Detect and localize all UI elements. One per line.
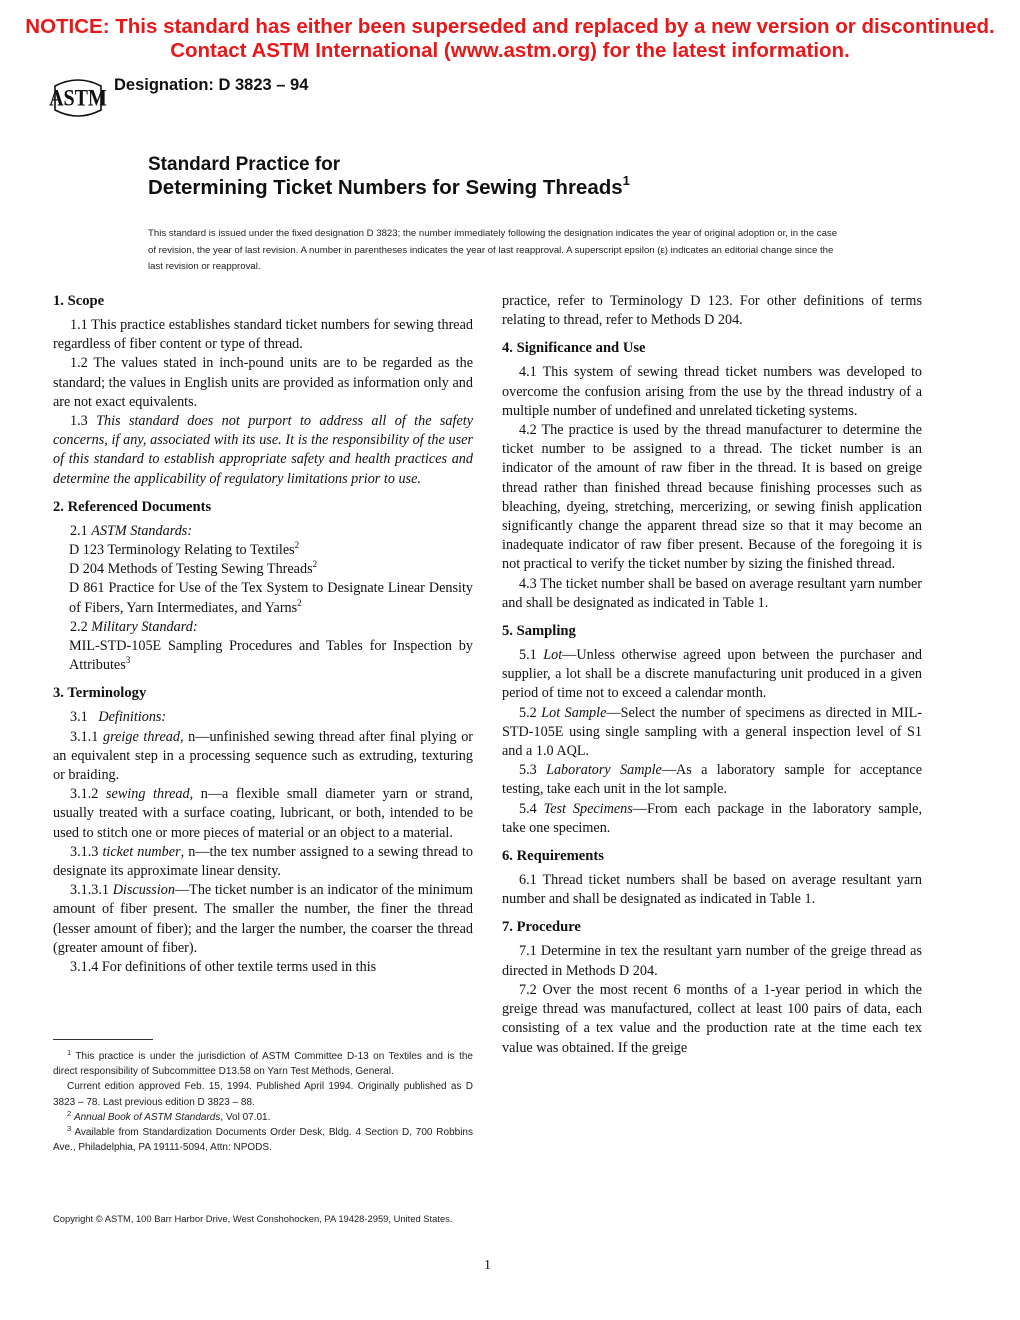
paragraph-3-1-2: 3.1.2 sewing thread, n—a flexible small diameter yarn or strand, usually treated with a surface coating, lubricant, or both, intended to be used to stitch one or more pieces of material or an object to a material.	[53, 786, 473, 841]
left-column	[53, 292, 473, 977]
ref-mil-std-105e[interactable]: MIL-STD-105E Sampling Procedures and Tables for Inspection by Attributes$^3$	[69, 638, 473, 674]
notice-line-1: NOTICE: This standard has either been superseded and replaced by a new version or discontinued.	[25, 15, 995, 38]
paragraph-1-3: 1.3 This standard does not purport to address all of the safety concerns, if any, associated with its use. It is the responsibility of the user of this standard to establish appropriate safety and health practices and determine the applicability of regulatory limitations prior to use.	[53, 413, 473, 487]
section-heading-significance: 4. Significance and Use	[502, 340, 646, 357]
paragraph-5-3: 5.3 Laboratory Sample—As a laboratory sample for acceptance testing, take each unit in the lot sample.	[502, 762, 923, 798]
paragraph-3-1-4-continued: practice, refer to Terminology D 123. For other definitions of terms relating to thread, refer to Methods D 204.	[502, 293, 922, 329]
paragraph-5-2: 5.2 Lot Sample—Select the number of specimens as directed in MIL-STD-105E using single sampling with a general inspection level of S1 and a 1.0 AQL.	[502, 704, 922, 760]
section-heading-scope: 1. Scope	[53, 293, 105, 309]
paragraph-4-2: 4.2 The practice is used by the thread manufacturer to determine the ticket number to be assigned to a thread. The ticket number is an indicator of the amount of raw fiber in the thread. It is based on greige thread rather than finished thread because finishing processes such as bleaching, dyeing, stretching, mercerizing, or sewing finish application significantly change the apparent thread size so that it may become an inadequate indicator of raw fiber present. Because of the foregoing it is not practical to verify the ticket number by sizing the finished thread.	[502, 422, 922, 573]
paragraph-7-1: 7.1 Determine in tex the resultant yarn number of the greige thread as directed in Methods D 204.	[502, 943, 922, 979]
paragraph-3-1: 3.1 Definitions:	[70, 709, 167, 726]
section-heading-referenced-documents: 2. Referenced Documents	[53, 498, 212, 515]
paragraph-7-2: 7.2 Over the most recent 6 months of a 1-year period in which the greige thread was manufactured, collect at least 100 pairs of data, each consisting of a tex value and the production rate at the time each tex value was obtained. If the greige	[502, 981, 922, 1056]
paragraph-2-2: 2.2 Military Standard:	[70, 618, 198, 635]
paragraph-4-3: 4.3 The ticket number shall be based on average resultant yarn number and shall be designated as indicated in Table 1.	[502, 575, 922, 611]
notice-line-2: Contact ASTM International (www.astm.org) for the latest information.	[170, 39, 850, 62]
issue-note: This standard is issued under the fixed designation D 3823; the number immediately following the designation indicates the year of original adoption or, in the case of revision, the year of last revision. A number in parentheses indicates the year of last reapproval. A superscript epsilon (ε) indicates an editorial change since the last revision or reapproval.	[148, 228, 838, 272]
ref-d861[interactable]: D 861 Practice for Use of the Tex System to Designate Linear Density of Fibers, Yarn Intermediates, and Yarns$^2$	[69, 580, 473, 616]
ref-d204[interactable]: D 204 Methods of Testing Sewing Threads$^2$	[69, 559, 318, 578]
section-heading-requirements: 6. Requirements	[502, 848, 604, 865]
paragraph-2-1: 2.1 ASTM Standards:	[70, 522, 193, 539]
ref-d123[interactable]: D 123 Terminology Relating to Textiles$^2$	[69, 540, 300, 559]
footnote-2: $^2$ Annual Book of ASTM Standards, Vol 07.01.	[67, 1108, 271, 1123]
svg-text:ASTM: ASTM	[49, 85, 107, 112]
right-column	[502, 292, 922, 1058]
paragraph-3-1-4: 3.1.4 For definitions of other textile terms used in this	[70, 959, 377, 976]
paragraph-5-4: 5.4 Test Specimens—From each package in the laboratory sample, take one specimen.	[502, 800, 922, 836]
paragraph-1-2: 1.2 The values stated in inch-pound units are to be regarded as the standard; the values in English units are provided as information only and are not exact equivalents.	[53, 355, 473, 410]
title-footnote-ref[interactable]: 1	[622, 173, 630, 188]
footnote-divider	[53, 1039, 153, 1040]
footnotes	[53, 1049, 473, 1155]
title-prefix: Standard Practice for	[148, 154, 341, 175]
footnote-3: $^3$ Available from Standardization Documents Order Desk, Bldg. 4 Section D, 700 Robbins Ave., Philadelphia, PA 19111-5094, Attn: NPODS.	[53, 1124, 473, 1154]
section-heading-procedure: 7. Procedure	[502, 919, 581, 936]
paragraph-3-1-1: 3.1.1 greige thread, n—unfinished sewing thread after final plying or an equivalent step in a processing sequence such as extruding, texturing or braiding.	[53, 728, 474, 784]
paragraph-3-1-3-1: 3.1.3.1 Discussion—The ticket number is an indicator of the minimum amount of fiber present. The smaller the number, the finer the thread (lesser amount of fiber); and the larger the number, the coarser the thread (greater amount of fiber).	[53, 882, 473, 956]
paragraph-3-1-3: 3.1.3 ticket number, n—the tex number assigned to a sewing thread to designate its approximate linear density.	[53, 843, 473, 880]
paragraph-6-1: 6.1 Thread ticket numbers shall be based on average resultant yarn number and shall be designated as indicated in Table 1.	[502, 872, 922, 908]
paragraph-5-1: 5.1 Lot—Unless otherwise agreed upon between the purchaser and supplier, a lot shall be a discrete manufacturing unit produced in a given period of time not to exceed a calendar month.	[502, 647, 923, 702]
astm-logo-icon	[49, 77, 107, 119]
section-heading-terminology: 3. Terminology	[53, 685, 147, 702]
designation: Designation: D 3823 – 94	[114, 76, 309, 94]
paragraph-1-1: 1.1 This practice establishes standard ticket numbers for sewing thread regardless of fiber content or type of thread.	[53, 317, 473, 353]
page-title: Determining Ticket Numbers for Sewing Threads$^1$	[148, 173, 630, 199]
footnote-1: $^1$ This practice is under the jurisdiction of ASTM Committee D-13 on Textiles and is the direct responsibility of Subcommittee D13.58 on Yarn Test Methods, General.	[53, 1048, 473, 1078]
section-heading-sampling: 5. Sampling	[502, 623, 576, 640]
copyright: Copyright © ASTM, 100 Barr Harbor Drive, West Conshohocken, PA 19428-2959, United States.	[53, 1213, 453, 1224]
footnote-1b: Current edition approved Feb. 15, 1994. Published April 1994. Originally published as D 3823 – 78. Last previous edition D 3823 – 88.	[53, 1081, 473, 1108]
paragraph-4-1: 4.1 This system of sewing thread ticket numbers was developed to overcome the confusion arising from the use by the thread industry of a multiple number of undefined and unrelated ticketing systems.	[502, 364, 922, 419]
page-number: 1	[484, 1258, 491, 1273]
